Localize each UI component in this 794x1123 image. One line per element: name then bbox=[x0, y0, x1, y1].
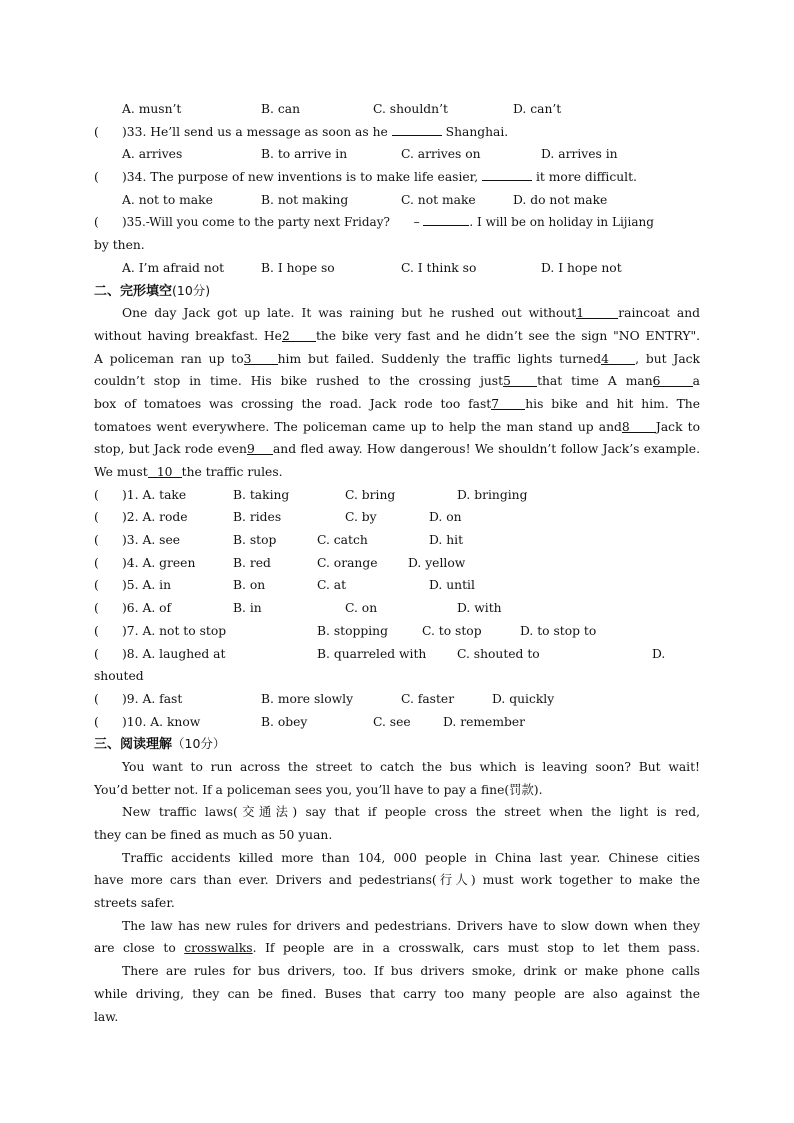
cloze-item-10: ( )10. A. know B. obey C. see D. remember bbox=[94, 714, 526, 729]
reading-line-1: You want to run across the street to catch the bus which is leaving soon? But wait! bbox=[122, 759, 700, 774]
cloze-item-7: ( )7. A. not to stop B. stopping C. to stop D. to stop to bbox=[94, 623, 597, 638]
cloze-blank-1: 1 bbox=[576, 306, 618, 319]
underlined-word: crosswalks bbox=[184, 941, 253, 956]
cloze-item-5: ( )5. A. in B. on C. at D. until bbox=[94, 578, 475, 593]
q33-option-d: D. arrives in bbox=[541, 147, 618, 162]
q34-tail: it more difficult. bbox=[535, 170, 637, 185]
section-title: 三、阅读理解 bbox=[94, 737, 173, 753]
cloze-item-3: ( )3. A. see B. stop C. catch D. hit bbox=[94, 533, 464, 548]
cloze-item-2: ( )2. A. rode B. rides C. by D. on bbox=[94, 510, 462, 525]
q33-tail: Shanghai. bbox=[445, 124, 509, 139]
q34-text: )34. The purpose of new inventions is to make life easier, bbox=[122, 170, 479, 185]
q33-option-a: A. arrives bbox=[122, 147, 183, 162]
q34-option-a: A. not to make bbox=[122, 192, 213, 207]
cloze-blank-3: 3 bbox=[244, 352, 278, 365]
cloze-blank-2: 2 bbox=[282, 329, 316, 342]
cloze-blank-6: 6 bbox=[653, 374, 693, 387]
cloze-blank-5: 5 bbox=[503, 374, 537, 387]
q32-option-b: B. can bbox=[261, 102, 300, 116]
cloze-line-1: One day Jack got up late. It was raining but he rushed out without1 raincoat and bbox=[122, 306, 700, 321]
cloze-line-4: couldn’t stop in time. His bike rushed to the crossing just5 that time A man6 a bbox=[94, 374, 700, 389]
cloze-blank-4: 4 bbox=[601, 352, 635, 365]
cloze-item-6: ( )6. A. of B. in C. on D. with bbox=[94, 601, 502, 616]
q33-options bbox=[94, 143, 700, 166]
reading-line-3: New traffic laws(交通法) say that if people cross the street when the light is red, bbox=[122, 805, 700, 820]
cloze-line-6: tomatoes went everywhere. The policeman came up to help the man stand up and8 Jack to bbox=[94, 419, 700, 434]
q33-stem bbox=[94, 121, 700, 144]
q33-option-b: B. to arrive in bbox=[261, 147, 348, 162]
q34-option-b: B. not making bbox=[261, 192, 349, 207]
reading-line-12: law. bbox=[94, 1009, 119, 1024]
q35-dash: – bbox=[413, 215, 420, 230]
q35-option-c: C. I think so bbox=[401, 260, 477, 275]
answer-paren: ( bbox=[94, 124, 99, 139]
answer-paren: ( bbox=[94, 170, 99, 185]
cloze-item-9: ( )9. A. fast B. more slowly C. faster D. quickly bbox=[94, 691, 555, 706]
cloze-item-8: ( )8. A. laughed at B. quarreled with C. shouted to D. bbox=[94, 646, 666, 661]
q32-option-a: A. musn’t bbox=[122, 102, 182, 116]
q35-option-d: D. I hope not bbox=[541, 260, 622, 275]
cloze-blank-8: 8 bbox=[622, 420, 656, 433]
section-points: （10分） bbox=[172, 736, 226, 752]
cloze-blank-9: 9 bbox=[247, 442, 273, 455]
cloze-line-2: without having breakfast. He2 the bike very fast and he didn’t see the sign "NO ENTRY". bbox=[94, 328, 700, 343]
q35-text: )35.-Will you come to the party next Friday? bbox=[122, 215, 390, 230]
q34-stem bbox=[94, 166, 700, 189]
q35-stem bbox=[94, 211, 700, 234]
q34-option-c: C. not make bbox=[401, 192, 476, 207]
reading-line-4: they can be fined as much as 50 yuan. bbox=[94, 828, 333, 842]
q35-tail: . I will be on holiday in Lijiang bbox=[469, 215, 654, 230]
q35-blank bbox=[423, 213, 469, 226]
cloze-line-7: stop, but Jack rode even9 and fled away. How dangerous! We shouldn’t follow Jack’s example. bbox=[94, 442, 700, 457]
q35-options bbox=[94, 257, 700, 280]
cloze-blank-10: 10 bbox=[148, 465, 182, 478]
q35-option-a: A. I’m afraid not bbox=[122, 260, 225, 275]
reading-line-6: have more cars than ever. Drivers and pedestrians(行人) must work together to make the bbox=[94, 873, 700, 888]
q34-option-d: D. do not make bbox=[513, 192, 608, 207]
cloze-item-8-continuation: shouted bbox=[94, 669, 144, 684]
q35-continuation: by then. bbox=[94, 238, 145, 253]
reading-line-11: while driving, they can be fined. Buses that carry too many people are also against the bbox=[94, 986, 700, 1001]
q33-option-c: C. arrives on bbox=[401, 147, 481, 162]
section-heading-cloze bbox=[94, 280, 700, 303]
q33-blank bbox=[392, 123, 442, 136]
q34-blank bbox=[482, 168, 532, 181]
reading-line-9: are close to crosswalks. If people are in a crosswalk, cars must stop to let them pass. bbox=[94, 941, 700, 956]
reading-line-7: streets safer. bbox=[94, 896, 175, 911]
q34-options bbox=[94, 189, 700, 212]
q32-options bbox=[94, 98, 700, 121]
cloze-line-8: We must 10 the traffic rules. bbox=[94, 465, 283, 479]
cloze-line-3: A policeman ran up to3 him but failed. Suddenly the traffic lights turned4 , but Jack bbox=[94, 351, 700, 366]
exam-page bbox=[94, 98, 700, 1028]
section-title: 二、完形填空 bbox=[94, 283, 173, 299]
cloze-item-1: ( )1. A. take B. taking C. bring D. bringing bbox=[94, 487, 528, 502]
reading-line-10: There are rules for bus drivers, too. If bus drivers smoke, drink or make phone calls bbox=[122, 964, 700, 979]
reading-line-5: Traffic accidents killed more than 104, 000 people in China last year. Chinese cities bbox=[122, 850, 700, 865]
reading-line-8: The law has new rules for drivers and pedestrians. Drivers have to slow down when they bbox=[122, 918, 700, 933]
q32-option-d: D. can’t bbox=[513, 102, 562, 116]
cloze-item-4: ( )4. A. green B. red C. orange D. yellow bbox=[94, 555, 466, 570]
section-heading-reading bbox=[94, 733, 700, 756]
reading-line-2: You’d better not. If a policeman sees you, you’ll have to pay a fine(罚款). bbox=[94, 782, 543, 797]
q35-option-b: B. I hope so bbox=[261, 260, 335, 275]
q33-text: )33. He’ll send us a message as soon as he bbox=[122, 124, 388, 139]
cloze-line-5: box of tomatoes was crossing the road. Jack rode too fast7 his bike and hit him. The bbox=[94, 396, 700, 411]
section-points: (10分) bbox=[172, 282, 211, 298]
q32-option-c: C. shouldn’t bbox=[373, 102, 448, 116]
answer-paren: ( bbox=[94, 215, 99, 230]
cloze-blank-7: 7 bbox=[491, 397, 525, 410]
